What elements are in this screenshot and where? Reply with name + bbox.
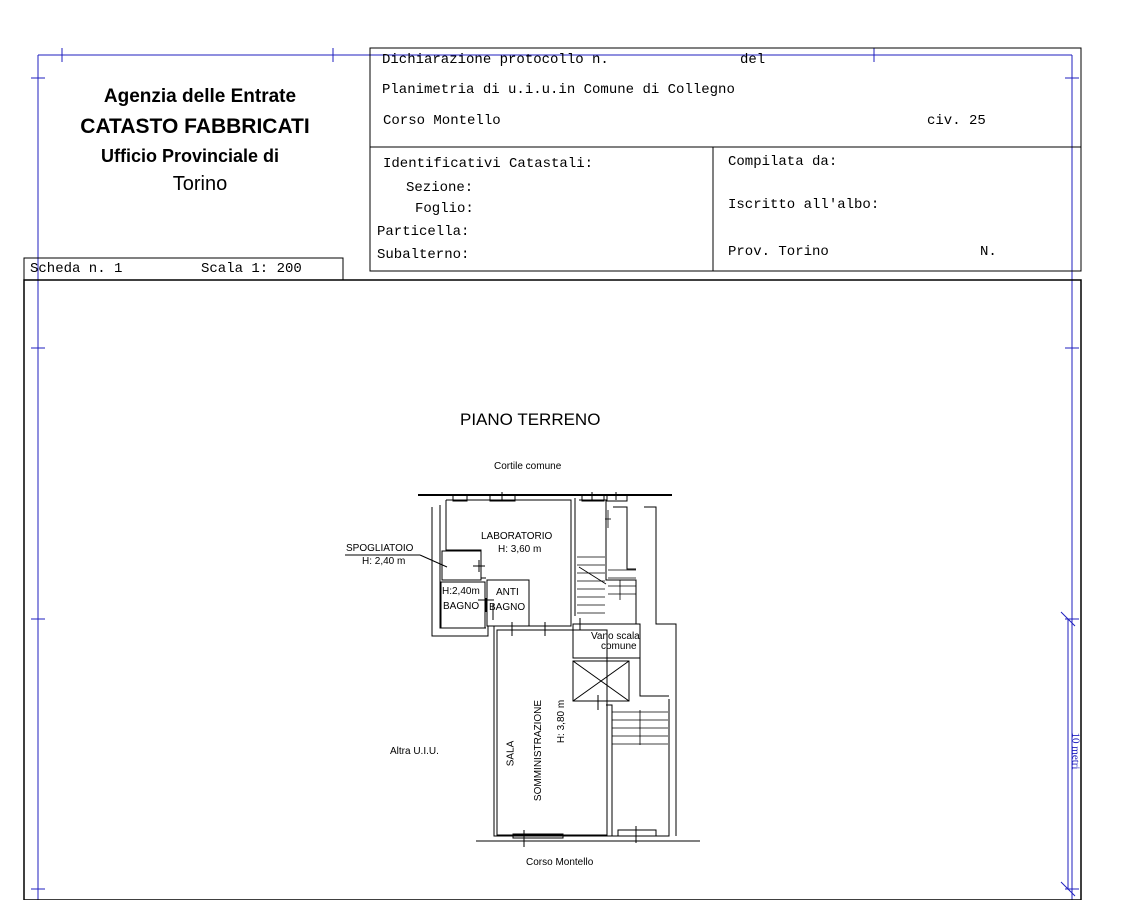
catasto-fabbricati-title: CATASTO FABBRICATI <box>80 115 310 138</box>
identificativi-title: Identificativi Catastali: <box>383 156 594 172</box>
laboratorio-height: H: 3,60 m <box>498 544 542 555</box>
compilata-da-label: Compilata da: <box>728 154 838 170</box>
subalterno-label: Subalterno: <box>377 247 470 263</box>
ufficio-provinciale: Ufficio Provinciale di <box>100 146 280 166</box>
spogliatoio-label: SPOGLIATOIO <box>346 543 414 554</box>
address-civic: civ. 25 <box>927 113 986 129</box>
sala-somministrazione-label: SOMMINISTRAZIONE <box>533 699 545 802</box>
sezione-label: Sezione: <box>406 180 474 196</box>
agency-name: Agenzia delle Entrate <box>103 86 297 107</box>
protocol-del: del <box>740 52 766 68</box>
particella-label: Particella: <box>377 224 470 240</box>
anti-label: ANTI <box>496 587 519 598</box>
laboratorio-label: LABORATORIO <box>481 531 553 542</box>
protocol-label: Dichiarazione protocollo n. <box>382 52 609 68</box>
floor-title: PIANO TERRENO <box>460 410 601 429</box>
bagno-height: H:2,40m <box>442 586 480 597</box>
vano-scala-comune-label: comune <box>601 641 637 652</box>
iscritto-albo-label: Iscritto all'albo: <box>728 197 880 213</box>
scale-bar-label: 10 metri <box>1069 732 1082 770</box>
sala-label-group <box>500 680 610 820</box>
cortile-label: Cortile comune <box>494 461 562 472</box>
sala-label: SALA <box>505 740 517 767</box>
corso-montello-street: Corso Montello <box>526 857 594 868</box>
anti-bagno-label: BAGNO <box>489 602 526 613</box>
prov-torino-label: Prov. Torino <box>728 244 829 260</box>
numero-label: N. <box>980 244 997 260</box>
scheda-number: Scheda n. 1 <box>30 261 123 277</box>
bagno-label: BAGNO <box>443 601 480 612</box>
vano-scala-label: Vano scala <box>591 631 640 642</box>
scale-ratio: Scala 1: 200 <box>201 261 302 277</box>
spogliatoio-height: H: 2,40 m <box>362 556 406 567</box>
planimetry-comune: Planimetria di u.i.u.in Comune di Collegno <box>382 82 735 98</box>
foglio-label: Foglio: <box>415 201 474 217</box>
provincia-torino: Torino <box>172 173 228 195</box>
address-street: Corso Montello <box>383 113 501 129</box>
altra-uiu-label: Altra U.I.U. <box>390 746 439 757</box>
sala-height: H: 3,80 m <box>556 699 568 744</box>
